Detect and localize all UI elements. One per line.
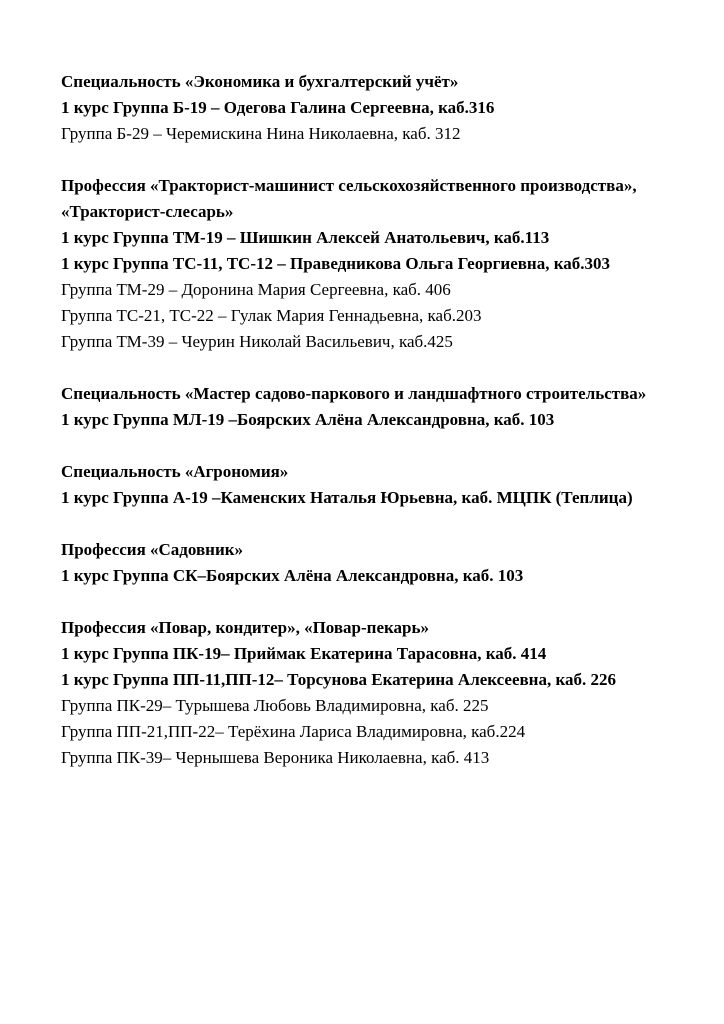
section-title: Профессия «Садовник» <box>61 540 244 559</box>
section-agronomy <box>61 459 681 511</box>
group-line: Группа ТМ-39 – Чеурин Николай Васильевич, каб.425 <box>61 332 453 351</box>
first-year-group-line: 1 курс Группа МЛ-19 –Боярских Алёна Александровна, каб. 103 <box>61 410 555 429</box>
first-year-group-line: 1 курс Группа ПП-11,ПП-12– Торсунова Екатерина Алексеевна, каб. 226 <box>61 670 617 689</box>
group-line: Группа ТМ-29 – Доронина Мария Сергеевна, каб. 406 <box>61 280 451 299</box>
section-title: Профессия «Повар, кондитер», «Повар-пекарь» <box>61 618 429 637</box>
first-year-group-line: 1 курс Группа Б-19 – Одегова Галина Сергеевна, каб.316 <box>61 98 495 117</box>
section-tractor-driver <box>61 173 681 355</box>
section-title: Специальность «Агрономия» <box>61 462 289 481</box>
group-line: Группа ПК-29– Турышева Любовь Владимировна, каб. 225 <box>61 696 489 715</box>
first-year-group-line: 1 курс Группа ТМ-19 – Шишкин Алексей Анатольевич, каб.113 <box>61 228 550 247</box>
section-economics <box>61 69 681 147</box>
group-line: Группа Б-29 – Черемискина Нина Николаевна, каб. 312 <box>61 124 461 143</box>
section-title: Профессия «Тракторист-машинист сельскохозяйственного производства», «Тракторист-слесарь» <box>61 176 637 221</box>
first-year-group-line: 1 курс Группа ПК-19– Приймак Екатерина Тарасовна, каб. 414 <box>61 644 547 663</box>
document-page <box>61 69 681 797</box>
first-year-group-line: 1 курс Группа ТС-11, ТС-12 – Праведникова Ольга Георгиевна, каб.303 <box>61 254 610 273</box>
section-title: Специальность «Мастер садово-паркового и ландшафтного строительства» <box>61 384 647 403</box>
section-landscape-master <box>61 381 681 433</box>
first-year-group-line: 1 курс Группа А-19 –Каменских Наталья Юрьевна, каб. МЦПК (Теплица) <box>61 488 633 507</box>
group-line: Группа ПК-39– Чернышева Вероника Николаевна, каб. 413 <box>61 748 490 767</box>
group-line: Группа ПП-21,ПП-22– Терёхина Лариса Владимировна, каб.224 <box>61 722 526 741</box>
section-cook-baker <box>61 615 681 771</box>
section-gardener <box>61 537 681 589</box>
group-line: Группа ТС-21, ТС-22 – Гулак Мария Геннадьевна, каб.203 <box>61 306 482 325</box>
first-year-group-line: 1 курс Группа СК–Боярских Алёна Александровна, каб. 103 <box>61 566 524 585</box>
section-title: Специальность «Экономика и бухгалтерский учёт» <box>61 72 459 91</box>
